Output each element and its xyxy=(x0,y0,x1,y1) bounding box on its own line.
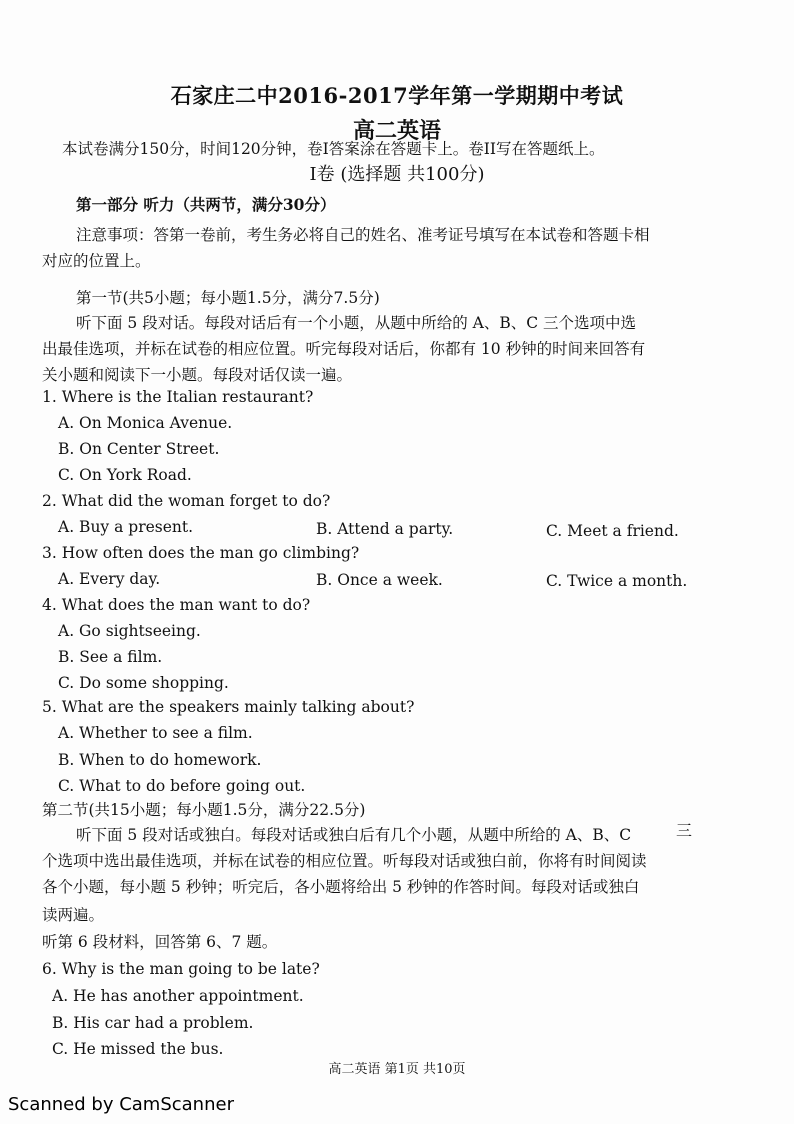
part1-title: 第一部分 听力（共两节，满分30分） xyxy=(76,195,336,214)
page-footer: 高二英语 第1页 共10页 xyxy=(328,1062,466,1077)
q5-option-a: A. Whether to see a film. xyxy=(58,724,253,742)
section2-desc-4: 读两遍。 xyxy=(42,906,105,924)
section1-desc-1: 听下面 5 段对话。每段对话后有一个小题，从题中所给的 A、B、C 三个选项中选 xyxy=(76,314,637,332)
section1-desc-3: 关小题和阅读下一小题。每段对话仅读一遍。 xyxy=(42,366,353,384)
q1-option-b: B. On Center Street. xyxy=(58,440,220,458)
q1-option-c: C. On York Road. xyxy=(58,466,192,484)
exam-subject: 高二英语 xyxy=(352,118,441,144)
question-4: 4. What does the man want to do? xyxy=(42,596,311,614)
section2-desc-3: 各个小题，每小题 5 秒钟；听完后，各小题将给出 5 秒钟的作答时间。每段对话或独白 xyxy=(42,878,640,896)
q6-option-c: C. He missed the bus. xyxy=(52,1040,224,1058)
question-1: 1. Where is the Italian restaurant? xyxy=(42,388,314,406)
question-2: 2. What did the woman forget to do? xyxy=(42,492,331,510)
q4-option-b: B. See a film. xyxy=(58,648,163,666)
q5-option-c: C. What to do before going out. xyxy=(58,777,306,795)
notice-line-2: 对应的位置上。 xyxy=(42,252,151,270)
section2-mark: 三 xyxy=(676,821,693,840)
q3-option-a: A. Every day. xyxy=(58,570,161,588)
q2-option-a: A. Buy a present. xyxy=(58,518,194,536)
q4-option-c: C. Do some shopping. xyxy=(58,674,229,692)
section1-title: 第一节(共5小题；每小题1.5分，满分7.5分) xyxy=(76,289,380,307)
section2-title: 第二节(共15小题；每小题1.5分，满分22.5分) xyxy=(42,801,366,819)
q6-option-b: B. His car had a problem. xyxy=(52,1014,254,1032)
q6-option-a: A. He has another appointment. xyxy=(52,987,304,1005)
section2-desc-1: 听下面 5 段对话或独白。每段对话或独白后有几个小题，从题中所给的 A、B、C xyxy=(76,826,632,844)
question-3: 3. How often does the man go climbing? xyxy=(42,544,360,562)
notice-label: 注意事项： xyxy=(76,226,154,244)
section1-desc-2: 出最佳选项，并标在试卷的相应位置。听完每段对话后，你都有 10 秒钟的时间来回答有 xyxy=(42,340,646,358)
question-6: 6. Why is the man going to be late? xyxy=(42,960,320,978)
q4-option-a: A. Go sightseeing. xyxy=(58,622,201,640)
section2-desc-2: 个选项中选出最佳选项，并标在试卷的相应位置。听每段对话或独白前，你将有时间阅读 xyxy=(42,852,647,870)
exam-instructions: 本试卷满分150分，时间120分钟，卷I答案涂在答题卡上。卷II写在答题纸上。 xyxy=(62,140,605,158)
exam-title: 石家庄二中2016-2017学年第一学期期中考试 xyxy=(170,83,624,108)
q3-option-b: B. Once a week. xyxy=(316,571,443,589)
q1-option-a: A. On Monica Avenue. xyxy=(58,414,233,432)
question-5: 5. What are the speakers mainly talking about? xyxy=(42,698,415,716)
q2-option-b: B. Attend a party. xyxy=(316,520,454,538)
notice-line-1: 注意事项：答第一卷前，考生务必将自己的姓名、准考证号填写在本试卷和答题卡相 xyxy=(76,226,650,244)
volume-heading: I卷 (选择题 共100分) xyxy=(309,164,485,185)
q2-option-c: C. Meet a friend. xyxy=(546,522,679,540)
q5-option-b: B. When to do homework. xyxy=(58,751,262,769)
q3-option-c: C. Twice a month. xyxy=(546,572,688,590)
scanner-watermark: Scanned by CamScanner xyxy=(8,1094,234,1115)
material-6-heading: 听第 6 段材料，回答第 6、7 题。 xyxy=(42,933,278,951)
